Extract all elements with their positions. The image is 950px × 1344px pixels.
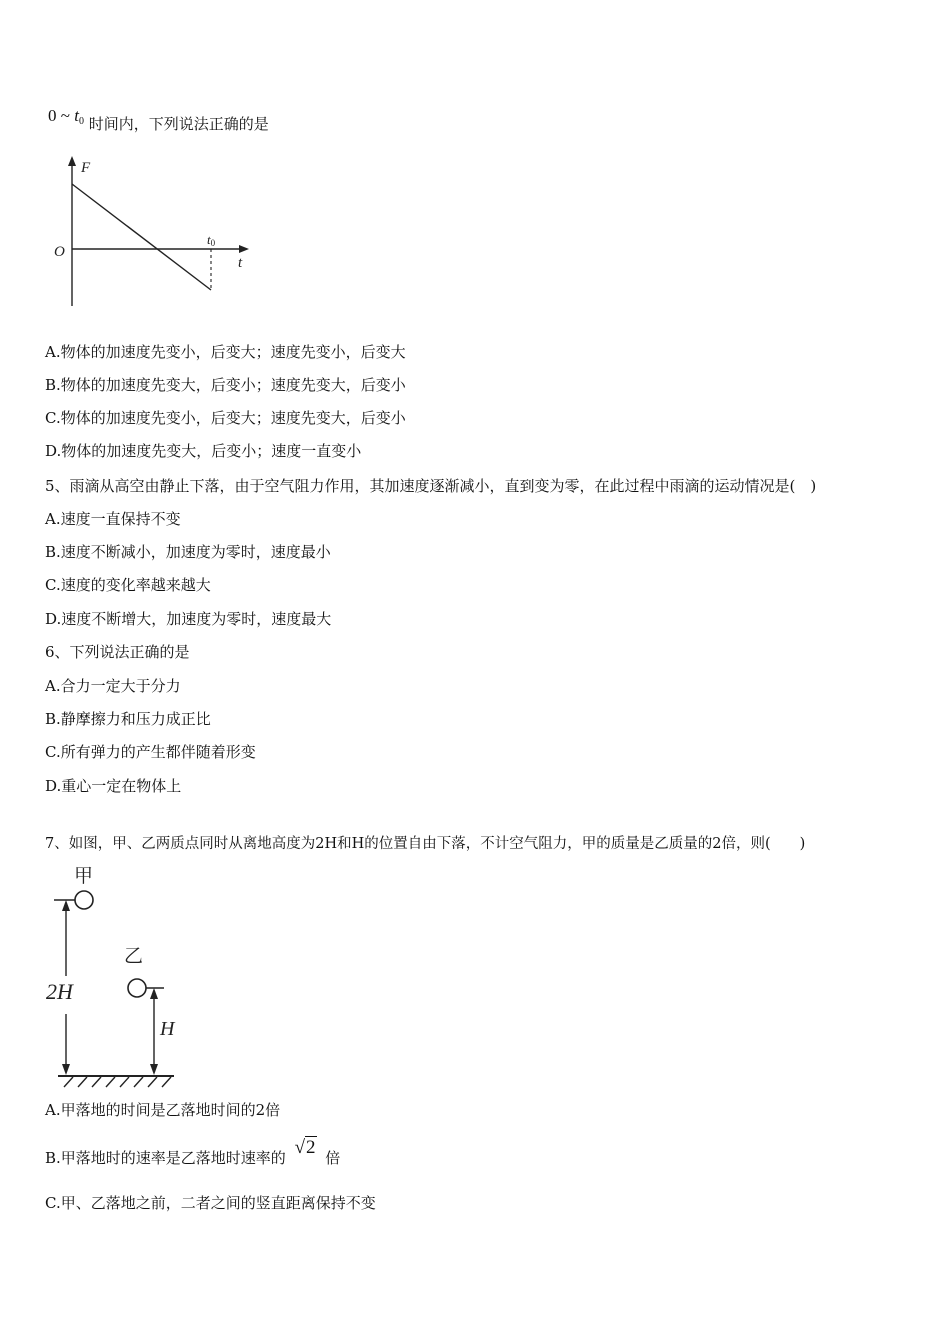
- q4-force-time-graph: [45, 150, 265, 310]
- graph-origin-label: O: [54, 244, 65, 260]
- q5-stem: 5、雨滴从高空由静止下落，由于空气阻力作用，其加速度逐渐减小，直到变为零，在此过程中雨滴的运动情况是( ): [45, 477, 817, 495]
- q7-option-b: [45, 1138, 340, 1172]
- q5-option-b: B.速度不断减小，加速度为零时，速度最小: [45, 543, 331, 561]
- q5-option-a: A.速度一直保持不变: [45, 510, 181, 528]
- graph-t0-label: t0: [207, 232, 216, 248]
- q6-option-b: B.静摩擦力和压力成正比: [45, 710, 211, 728]
- sqrt-radicand: 2: [306, 1137, 316, 1158]
- q4-stem-text: 时间内，下列说法正确的是: [88, 115, 269, 133]
- q6-option-a: A.合力一定大于分力: [45, 677, 181, 695]
- q5-option-d: D.速度不断增大，加速度为零时，速度最大: [45, 610, 332, 628]
- graph-y-label: F: [81, 160, 91, 176]
- q4-stem: [48, 106, 269, 132]
- label-jia: 甲: [74, 865, 94, 887]
- q7-option-c: C.甲、乙落地之前，二者之间的竖直距离保持不变: [45, 1194, 376, 1212]
- q7-option-a: A.甲落地的时间是乙落地时间的2倍: [45, 1101, 281, 1119]
- label-2h: 2H: [46, 979, 73, 1004]
- sqrt-symbol: √2: [294, 1137, 316, 1158]
- q7-stem: 7、如图，甲、乙两质点同时从离地高度为2H和H的位置自由下落，不计空气阻力，甲的质量是乙质量的2倍，则( ): [45, 836, 806, 852]
- q6-stem: 6、下列说法正确的是: [45, 643, 190, 661]
- q7-free-fall-diagram: [40, 858, 190, 1088]
- graph-x-label: t: [238, 255, 243, 271]
- q7-option-b-pre: B.甲落地时的速率是乙落地时速率的: [45, 1149, 286, 1167]
- q7-option-b-post: 倍: [325, 1149, 341, 1167]
- q6-option-c: C.所有弹力的产生都伴随着形变: [45, 743, 256, 761]
- q4-option-a: A.物体的加速度先变小，后变大；速度先变小，后变大: [45, 343, 406, 361]
- q5-option-c: C.速度的变化率越来越大: [45, 576, 211, 594]
- q4-option-d: D.物体的加速度先变大，后变小；速度一直变小: [45, 442, 362, 460]
- q4-option-c: C.物体的加速度先变小，后变大；速度先变大，后变小: [45, 409, 406, 427]
- label-yi: 乙: [124, 945, 144, 967]
- q4-option-b: B.物体的加速度先变大，后变小；速度先变大，后变小: [45, 376, 406, 394]
- q6-option-d: D.重心一定在物体上: [45, 777, 182, 795]
- q4-stem-math: 0 ~ $t_0$: [48, 106, 84, 127]
- label-h: H: [160, 1018, 175, 1040]
